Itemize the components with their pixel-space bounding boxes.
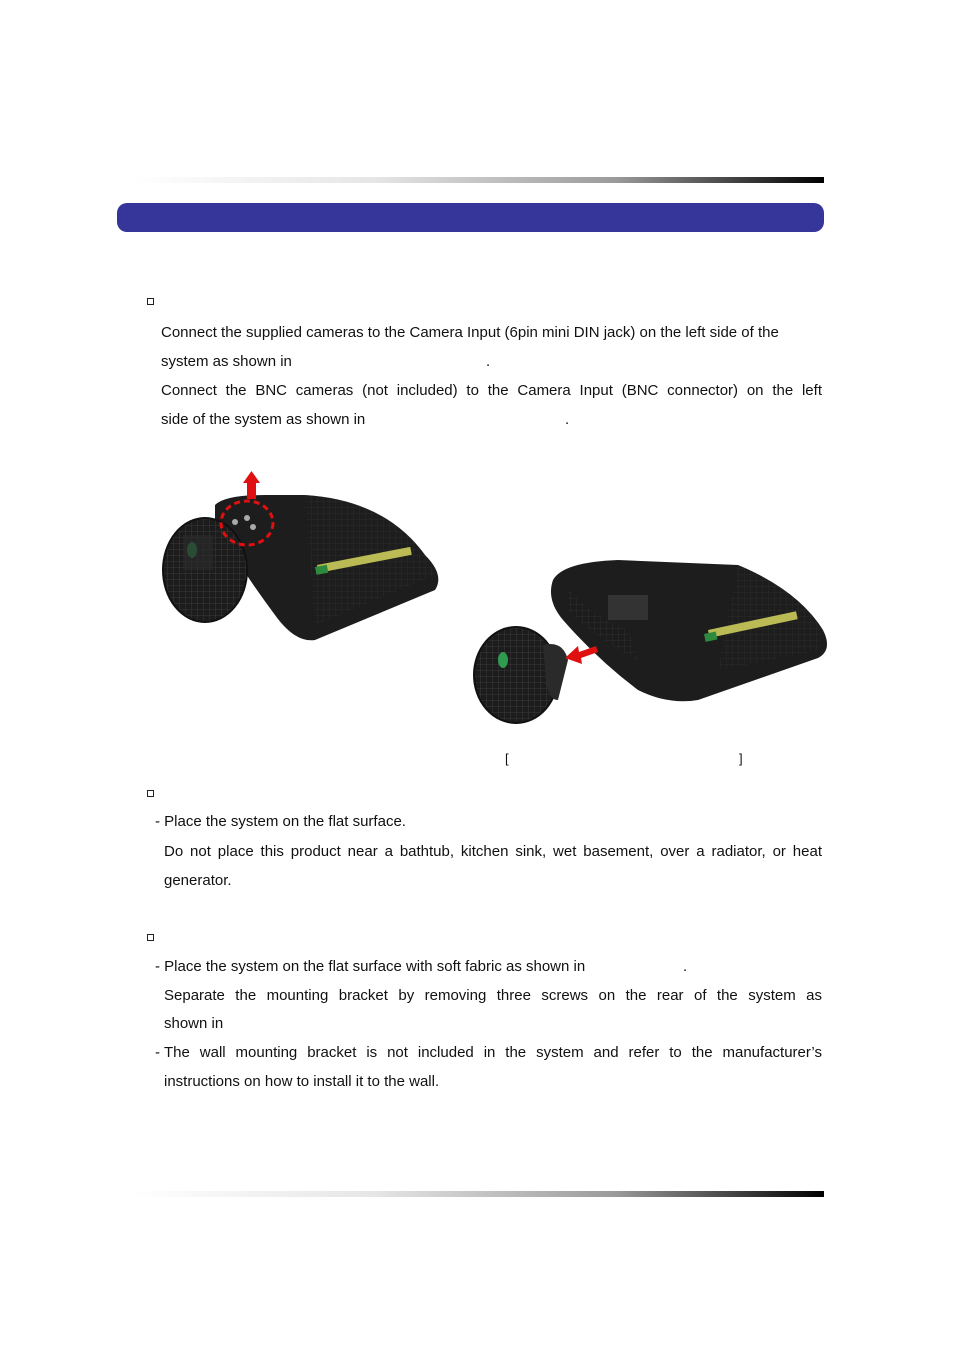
wall-text-line-5: instructions on how to install it to the wall. bbox=[164, 1073, 440, 1090]
wall-text-line-3: shown in bbox=[164, 1015, 224, 1032]
bullet-icon bbox=[147, 790, 154, 797]
bottom-rule bbox=[130, 1191, 824, 1197]
desk-text-line-2: Do not place this product near a bathtub, kitchen sink, wet basement, over a radiator, or heat bbox=[164, 843, 822, 860]
wall-text-line-4: The wall mounting bracket is not included in the system and refer to the manufacturer’s bbox=[164, 1044, 822, 1061]
wall-text-line-4-dash: - bbox=[155, 1044, 160, 1061]
wall-text-line-1-start: - Place the system on the flat surface with soft fabric as shown in bbox=[155, 958, 586, 975]
camera-text-line-2-end: . bbox=[486, 353, 491, 370]
desk-text-line-1: - Place the system on the flat surface. bbox=[155, 813, 406, 830]
bullet-icon bbox=[147, 298, 154, 305]
figure-caption-close: ] bbox=[739, 751, 743, 766]
camera-text-line-3: Connect the BNC cameras (not included) to the Camera Input (BNC connector) on the left bbox=[161, 382, 822, 399]
camera-text-line-4-end: . bbox=[565, 411, 570, 428]
wall-text-line-1-end: . bbox=[683, 958, 688, 975]
camera-text-line-2-start: system as shown in bbox=[161, 353, 292, 370]
camera-text-line-4-start: side of the system as shown in bbox=[161, 411, 366, 428]
figure-stand-removal-right bbox=[468, 550, 833, 730]
figure-stand-removal-left bbox=[155, 465, 445, 645]
section-header-bar bbox=[117, 203, 824, 232]
bullet-icon bbox=[147, 934, 154, 941]
camera-text-line-1: Connect the supplied cameras to the Camera Input (6pin mini DIN jack) on the left side of the bbox=[161, 324, 779, 341]
wall-text-line-2: Separate the mounting bracket by removing three screws on the rear of the system as bbox=[164, 987, 822, 1004]
desk-text-line-3: generator. bbox=[164, 872, 232, 889]
camera-text-line-2 bbox=[161, 347, 491, 376]
wall-text-line-1 bbox=[155, 952, 688, 981]
camera-text-line-4 bbox=[161, 405, 570, 434]
top-rule bbox=[130, 177, 824, 183]
figure-caption-open: [ bbox=[505, 751, 509, 766]
